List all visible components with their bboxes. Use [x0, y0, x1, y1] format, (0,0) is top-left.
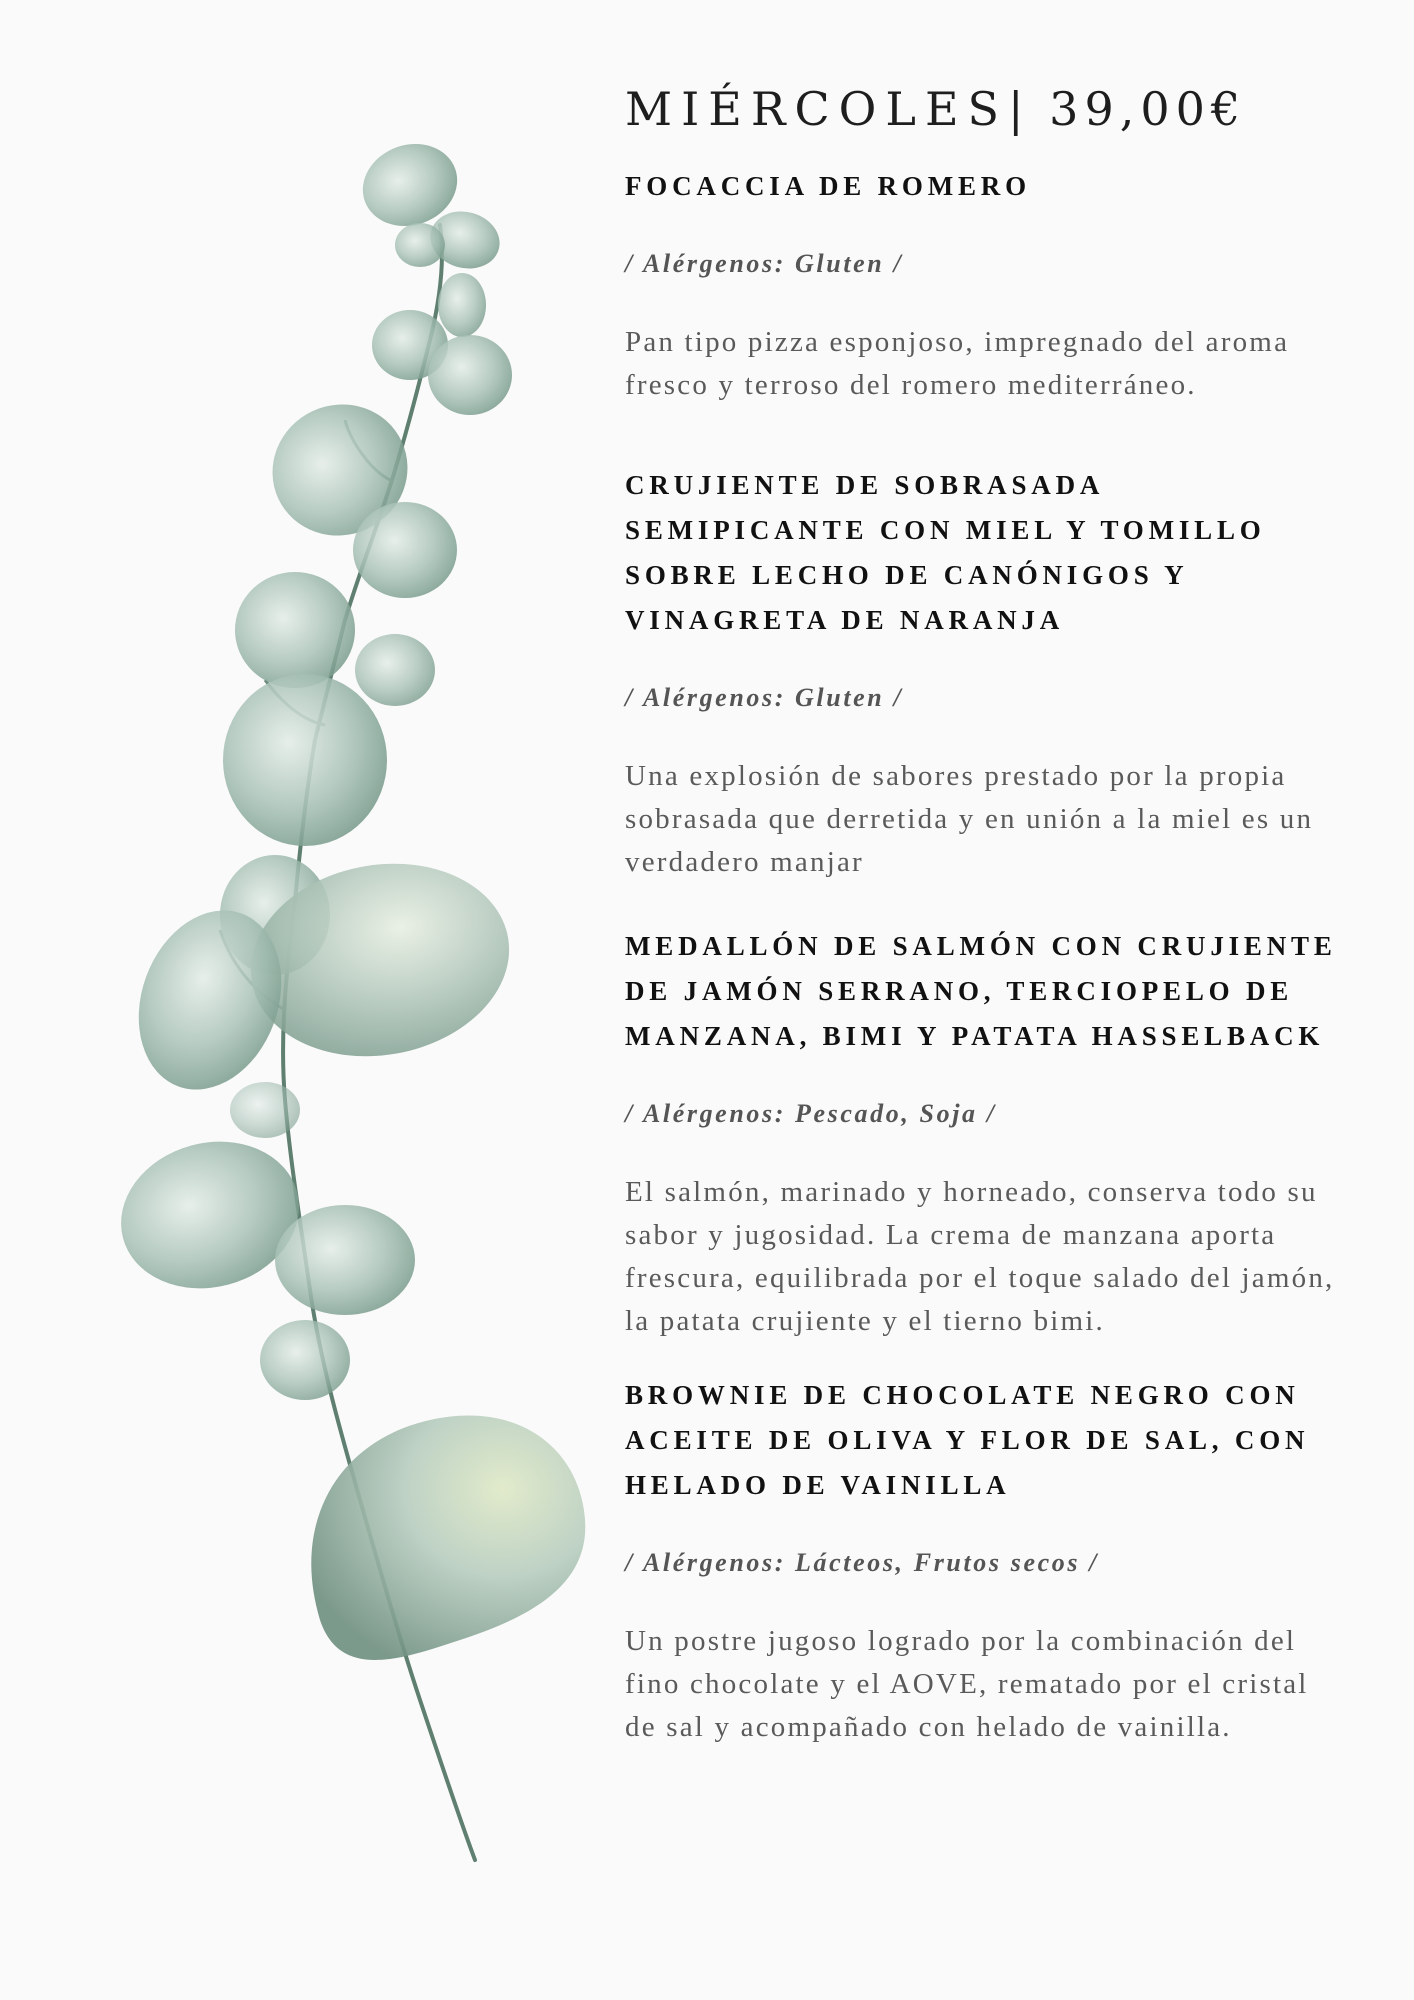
- dish-description: Pan tipo pizza esponjoso, impregnado del aroma fresco y terroso del romero mediterráneo.: [625, 326, 1290, 401]
- menu-content: [625, 82, 1345, 1749]
- dish-description: Una explosión de sabores prestado por la propia sobrasada que derretida y en unión a la miel es un verdadero manjar: [625, 760, 1314, 878]
- allergens-label: / Alérgenos: Gluten /: [625, 683, 904, 712]
- allergens-label: / Alérgenos: Gluten /: [625, 249, 904, 278]
- menu-price: 39,00€: [1049, 82, 1247, 136]
- eucalyptus-branch-illustration: [0, 0, 620, 2000]
- course-item: [625, 1373, 1345, 1749]
- dish-name: MEDALLÓN DE SALMÓN CON CRUJIENTE DE JAMÓN SERRANO, TERCIOPELO DE MANZANA, BIMI Y PATATA HASSELBACK: [625, 931, 1337, 1051]
- dish-name: BROWNIE DE CHOCOLATE NEGRO CON ACEITE DE OLIVA Y FLOR DE SAL, CON HELADO DE VAINILLA: [625, 1380, 1310, 1500]
- dish-name: FOCACCIA DE ROMERO: [625, 171, 1031, 201]
- title-separator: |: [1008, 82, 1026, 136]
- allergens-label: / Alérgenos: Lácteos, Frutos secos /: [625, 1548, 1099, 1577]
- dish-description: Un postre jugoso logrado por la combinación del fino chocolate y el AOVE, rematado por el cristal de sal y acompañado con helado de vainilla.: [625, 1625, 1309, 1743]
- allergens-label: / Alérgenos: Pescado, Soja /: [625, 1099, 997, 1128]
- dish-description: El salmón, marinado y horneado, conserva todo su sabor y jugosidad. La crema de manzana aporta frescura, equilibrada por el toque salado del jamón, la patata crujiente y el tierno bimi.: [625, 1176, 1335, 1337]
- day-name: MIÉRCOLES: [625, 82, 1009, 136]
- course-item: [625, 924, 1345, 1343]
- menu-title: [625, 82, 1345, 136]
- course-item: [625, 463, 1345, 884]
- course-item: [625, 164, 1345, 407]
- dish-name: CRUJIENTE DE SOBRASADA SEMIPICANTE CON MIEL Y TOMILLO SOBRE LECHO DE CANÓNIGOS Y VINAGRETA DE NARANJA: [625, 470, 1266, 635]
